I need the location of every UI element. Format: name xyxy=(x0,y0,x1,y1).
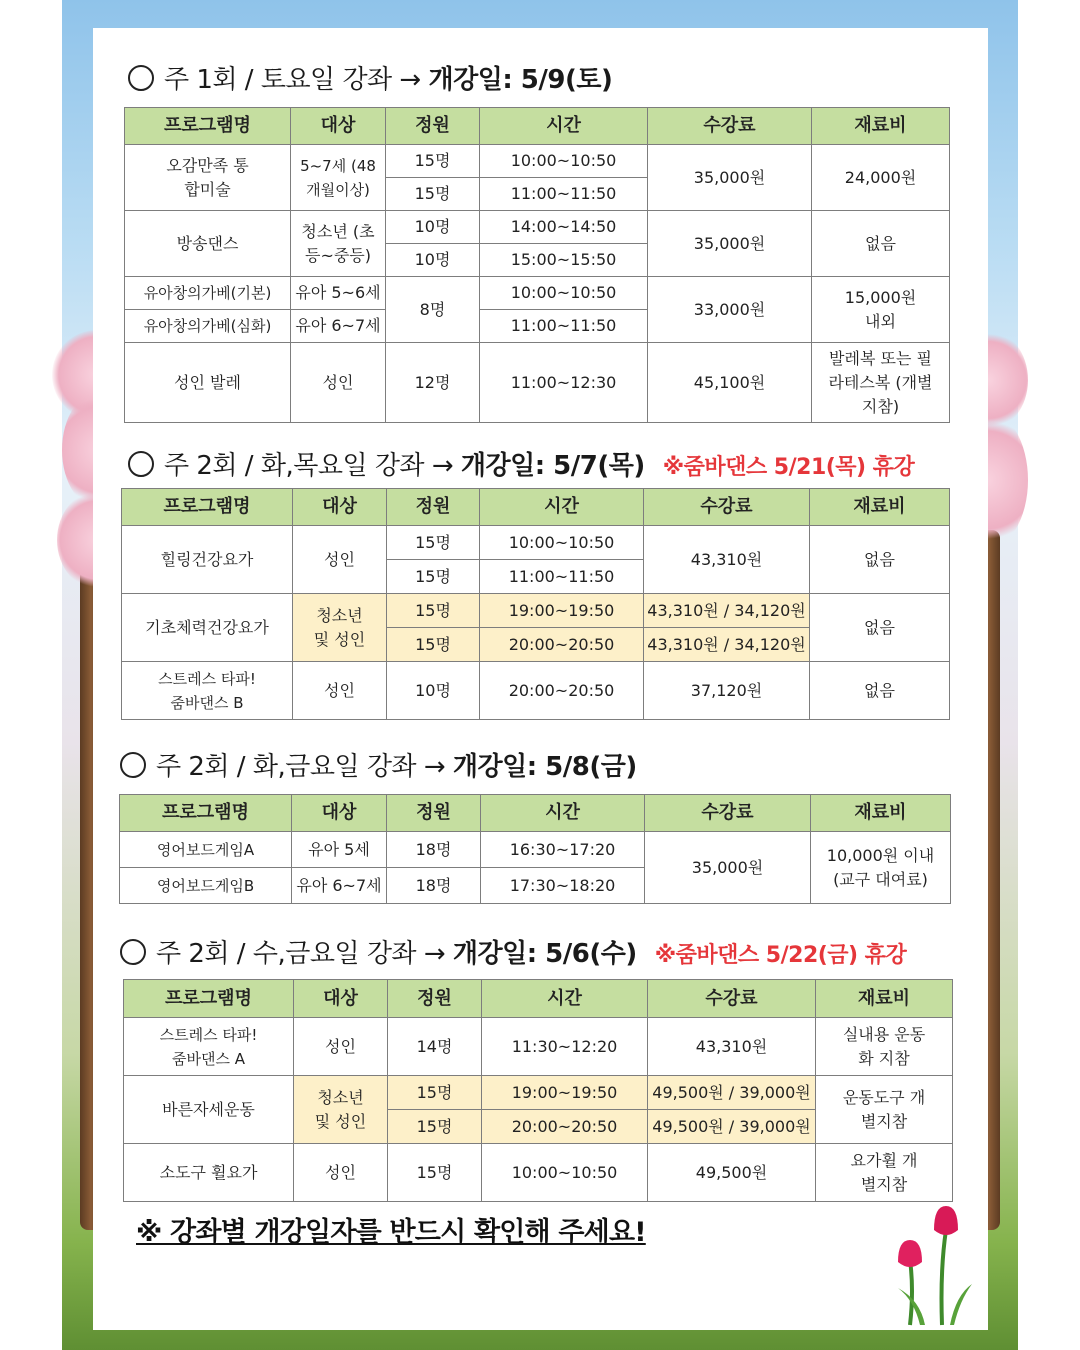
fee: 35,000원 xyxy=(648,211,812,277)
program-name: 유아창의가베(심화) xyxy=(125,310,291,343)
target-group: 유아 6~7세 xyxy=(292,868,387,904)
target-group: 성인 xyxy=(293,526,387,594)
target-group: 성인 xyxy=(293,662,387,720)
schedule-table-wed-fri xyxy=(123,979,953,1202)
holiday-notice: ※줌바댄스 5/21(목) 휴강 xyxy=(662,455,915,480)
material-fee: 24,000원 xyxy=(812,145,950,211)
class-time: 11:00~12:30 xyxy=(480,343,648,423)
material-fee: 없음 xyxy=(810,594,950,662)
class-time: 10:00~10:50 xyxy=(480,277,648,310)
header-time: 시간 xyxy=(480,108,648,145)
capacity: 15명 xyxy=(388,1076,482,1110)
header-capacity: 정원 xyxy=(387,489,480,526)
capacity: 15명 xyxy=(387,560,480,594)
program-name: 오감만족 통합미술 xyxy=(125,145,291,211)
header-material: 재료비 xyxy=(816,980,953,1018)
header-program: 프로그램명 xyxy=(125,108,291,145)
schedule-table-tue-thu xyxy=(121,488,950,720)
circle-icon xyxy=(128,451,154,477)
material-fee: 없음 xyxy=(810,526,950,594)
capacity: 10명 xyxy=(387,662,480,720)
fee: 35,000원 xyxy=(648,145,812,211)
circle-icon xyxy=(120,939,146,965)
capacity: 15명 xyxy=(387,526,480,560)
target-group: 유아 5세 xyxy=(292,832,387,868)
tulip-icon xyxy=(880,1200,980,1330)
class-time: 20:00~20:50 xyxy=(480,628,644,662)
class-time: 15:00~15:50 xyxy=(480,244,648,277)
capacity: 18명 xyxy=(387,868,481,904)
header-capacity: 정원 xyxy=(387,795,481,832)
section-title-tue-fri: 주 2회 / 화,금요일 강좌 → 개강일: 5/8(금) xyxy=(120,751,637,783)
fee: 43,310원 xyxy=(644,526,810,594)
header-target: 대상 xyxy=(294,980,388,1018)
capacity: 10명 xyxy=(386,211,480,244)
section-title-wed-fri: 주 2회 / 수,금요일 강좌 → 개강일: 5/6(수) ※줌바댄스 5/22(금) 휴강 xyxy=(120,938,906,972)
capacity: 15명 xyxy=(386,178,480,211)
class-time: 17:30~18:20 xyxy=(481,868,645,904)
class-time: 20:00~20:50 xyxy=(482,1110,648,1144)
class-time: 14:00~14:50 xyxy=(480,211,648,244)
material-fee: 발레복 또는 필라테스복 (개별지참) xyxy=(812,343,950,423)
class-time: 16:30~17:20 xyxy=(481,832,645,868)
holiday-notice: ※줌바댄스 5/22(금) 휴강 xyxy=(654,943,907,968)
capacity: 15명 xyxy=(388,1110,482,1144)
class-time: 11:00~11:50 xyxy=(480,178,648,211)
capacity: 15명 xyxy=(387,628,480,662)
header-program: 프로그램명 xyxy=(122,489,293,526)
program-name: 바른자세운동 xyxy=(124,1076,294,1144)
header-time: 시간 xyxy=(480,489,644,526)
program-name: 기초체력건강요가 xyxy=(122,594,293,662)
header-target: 대상 xyxy=(291,108,386,145)
capacity: 8명 xyxy=(386,277,480,343)
header-capacity: 정원 xyxy=(386,108,480,145)
capacity: 12명 xyxy=(386,343,480,423)
capacity: 14명 xyxy=(388,1018,482,1076)
capacity: 15명 xyxy=(388,1144,482,1202)
capacity: 10명 xyxy=(386,244,480,277)
header-fee: 수강료 xyxy=(644,489,810,526)
fee: 35,000원 xyxy=(645,832,811,904)
header-time: 시간 xyxy=(481,795,645,832)
material-fee: 실내용 운동화 지참 xyxy=(816,1018,953,1076)
fee: 49,500원 / 39,000원 xyxy=(648,1110,816,1144)
section-title-saturday: 주 1회 / 토요일 강좌 → 개강일: 5/9(토) xyxy=(128,64,612,96)
class-time: 11:00~11:50 xyxy=(480,310,648,343)
target-group: 청소년 (초등~중등) xyxy=(291,211,386,277)
class-time: 10:00~10:50 xyxy=(480,145,648,178)
section-title-tue-thu: 주 2회 / 화,목요일 강좌 → 개강일: 5/7(목) ※줌바댄스 5/21(목) 휴강 xyxy=(128,450,914,484)
program-name: 영어보드게임B xyxy=(120,868,292,904)
header-target: 대상 xyxy=(293,489,387,526)
program-name: 소도구 휠요가 xyxy=(124,1144,294,1202)
header-target: 대상 xyxy=(292,795,387,832)
fee: 45,100원 xyxy=(648,343,812,423)
header-fee: 수강료 xyxy=(648,108,812,145)
target-group: 유아 5~6세 xyxy=(291,277,386,310)
fee: 37,120원 xyxy=(644,662,810,720)
schedule-table-tue-fri xyxy=(119,794,951,904)
program-name: 스트레스 타파! 줌바댄스 A xyxy=(124,1018,294,1076)
class-time: 11:30~12:20 xyxy=(482,1018,648,1076)
fee: 43,310원 / 34,120원 xyxy=(644,628,810,662)
header-material: 재료비 xyxy=(812,108,950,145)
target-group: 5~7세 (48개월이상) xyxy=(291,145,386,211)
capacity: 18명 xyxy=(387,832,481,868)
header-fee: 수강료 xyxy=(648,980,816,1018)
target-group: 성인 xyxy=(291,343,386,423)
target-group: 청소년 및 성인 xyxy=(294,1076,388,1144)
header-program: 프로그램명 xyxy=(124,980,294,1018)
target-group: 청소년 및 성인 xyxy=(293,594,387,662)
class-time: 20:00~20:50 xyxy=(480,662,644,720)
fee: 49,500원 xyxy=(648,1144,816,1202)
capacity: 15명 xyxy=(387,594,480,628)
material-fee: 요가휠 개별지참 xyxy=(816,1144,953,1202)
material-fee: 없음 xyxy=(810,662,950,720)
fee: 49,500원 / 39,000원 xyxy=(648,1076,816,1110)
circle-icon xyxy=(120,752,146,778)
target-group: 유아 6~7세 xyxy=(291,310,386,343)
capacity: 15명 xyxy=(386,145,480,178)
program-name: 성인 발레 xyxy=(125,343,291,423)
program-name: 힐링건강요가 xyxy=(122,526,293,594)
class-time: 19:00~19:50 xyxy=(480,594,644,628)
header-capacity: 정원 xyxy=(388,980,482,1018)
header-fee: 수강료 xyxy=(645,795,811,832)
program-name: 스트레스 타파! 줌바댄스 B xyxy=(122,662,293,720)
target-group: 성인 xyxy=(294,1018,388,1076)
program-name: 방송댄스 xyxy=(125,211,291,277)
header-material: 재료비 xyxy=(811,795,951,832)
material-fee: 없음 xyxy=(812,211,950,277)
material-fee: 운동도구 개별지참 xyxy=(816,1076,953,1144)
fee: 43,310원 xyxy=(648,1018,816,1076)
fee: 43,310원 / 34,120원 xyxy=(644,594,810,628)
check-start-date-notice: ※ 강좌별 개강일자를 반드시 확인해 주세요! xyxy=(136,1217,646,1248)
header-material: 재료비 xyxy=(810,489,950,526)
material-fee: 15,000원 내외 xyxy=(812,277,950,343)
circle-icon xyxy=(128,65,154,91)
class-time: 19:00~19:50 xyxy=(482,1076,648,1110)
header-time: 시간 xyxy=(482,980,648,1018)
fee: 33,000원 xyxy=(648,277,812,343)
program-name: 영어보드게임A xyxy=(120,832,292,868)
header-program: 프로그램명 xyxy=(120,795,292,832)
material-fee: 10,000원 이내 (교구 대여료) xyxy=(811,832,951,904)
class-time: 10:00~10:50 xyxy=(482,1144,648,1202)
class-time: 11:00~11:50 xyxy=(480,560,644,594)
program-name: 유아창의가베(기본) xyxy=(125,277,291,310)
target-group: 성인 xyxy=(294,1144,388,1202)
schedule-table-saturday xyxy=(124,107,950,423)
class-time: 10:00~10:50 xyxy=(480,526,644,560)
